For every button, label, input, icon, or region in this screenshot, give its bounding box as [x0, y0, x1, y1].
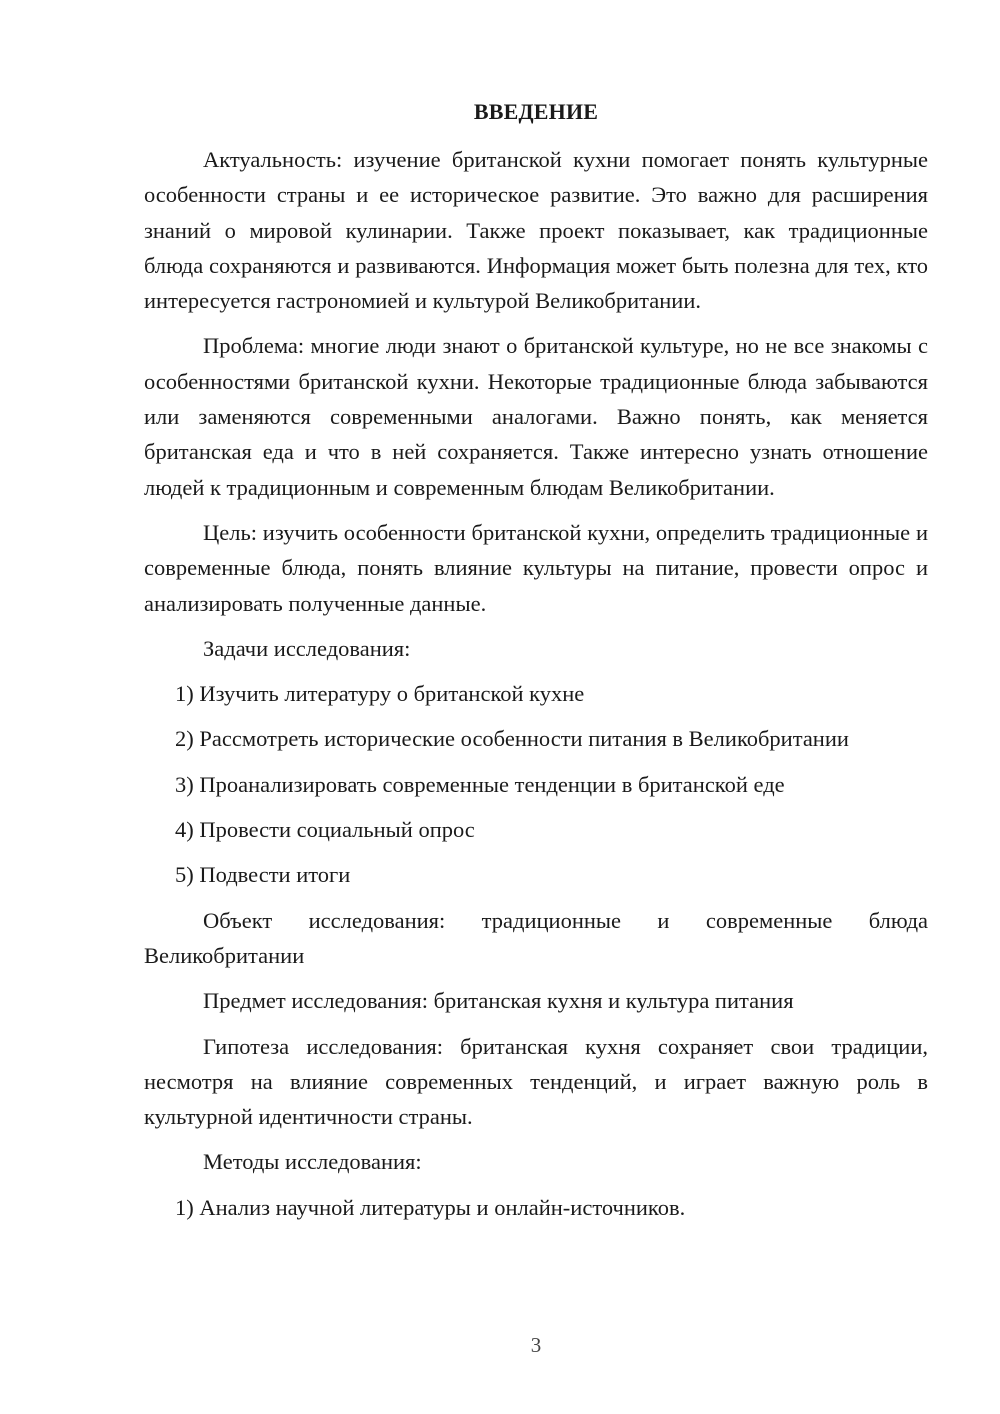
task-item: 2) Рассмотреть исторические особенности питания в Великобритании: [175, 726, 849, 752]
method-item: 1) Анализ научной литературы и онлайн-источников.: [175, 1194, 686, 1220]
tasks-heading: Задачи исследования:: [203, 635, 411, 661]
goal-paragraph: Цель: изучить особенности британской кухни, определить традиционные и современные блюда, понять влияние культуры на питание, провести опрос и анализировать полученные данные.: [144, 519, 928, 616]
task-item: 4) Провести социальный опрос: [175, 817, 475, 843]
methods-heading: Методы исследования:: [203, 1149, 422, 1175]
task-item: 3) Проанализировать современные тенденции в британской еде: [175, 771, 785, 797]
tasks-list: [144, 676, 928, 892]
page-number: 3: [530, 1333, 542, 1357]
methods-list: [144, 1190, 928, 1225]
problem-paragraph: Проблема: многие люди знают о британской культуре, но не все знакомы с особенностями британской кухни. Некоторые традиционные блюда забываются или заменяются современными аналогами. Важно понять, как меняется британская еда и что в ней сохраняется. Также интересно узнать отношение людей к традиционным и современным блюдам Великобритании.: [144, 333, 928, 500]
hypothesis-paragraph: Гипотеза исследования: британская кухня сохраняет свои традиции, несмотря на влияние современных тенденций, и играет важную роль в культурной идентичности страны.: [144, 1033, 928, 1130]
subject-paragraph: Предмет исследования: британская кухня и культура питания: [203, 988, 794, 1014]
object-paragraph: Объект исследования: традиционные и современные блюда Великобритании: [144, 907, 928, 968]
relevance-paragraph: Актуальность: изучение британской кухни помогает понять культурные особенности страны и ее историческое развитие. Это важно для расширения знаний о мировой кулинарии. Также проект показывает, как традиционные блюда сохраняются и развиваются. Информация может быть полезна для тех, кто интересуется гастрономией и культурой Великобритании.: [144, 147, 928, 314]
document-body: [144, 142, 928, 1235]
page-title: ВВЕДЕНИЕ: [473, 99, 599, 124]
task-item: 1) Изучить литературу о британской кухне: [175, 681, 585, 707]
task-item: 5) Подвести итоги: [175, 862, 351, 888]
